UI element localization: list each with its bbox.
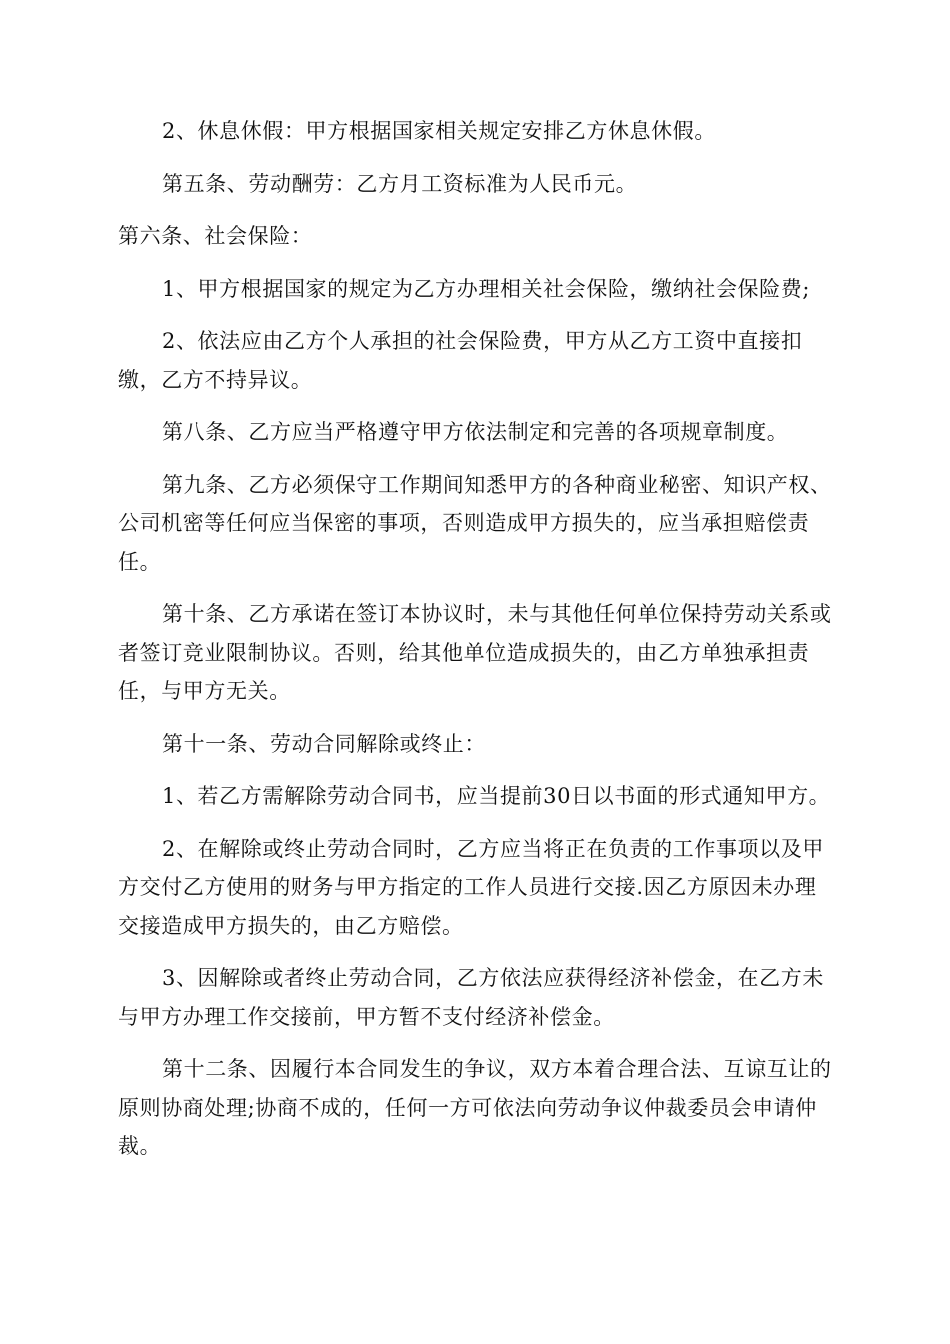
paragraph-article-5: 第五条、劳动酬劳：乙方月工资标准为人民币元。: [162, 171, 638, 196]
paragraph-article-9: 第九条、乙方必须保守工作期间知悉甲方的各种商业秘密、知识产权、公司机密等任何应当保密的事项，否则造成甲方损失的，应当承担赔偿责任。: [118, 472, 832, 574]
paragraph-article-10: 第十条、乙方承诺在签订本协议时，未与其他任何单位保持劳动关系或者签订竞业限制协议。否则，给其他单位造成损失的，由乙方单独承担责任，与甲方无关。: [118, 602, 832, 703]
paragraph-article-8: 第八条、乙方应当严格遵守甲方依法制定和完善的各项规章制度。: [162, 420, 789, 444]
paragraph-article-12: 第十二条、因履行本合同发生的争议，双方本着合理合法、互谅互让的原则协商处理;协商不成的，任何一方可依法向劳动争议仲裁委员会申请仲裁。: [118, 1057, 832, 1158]
paragraph-article-6-item-2: 2、依法应由乙方个人承担的社会保险费，甲方从乙方工资中直接扣缴，乙方不持异议。: [118, 329, 803, 392]
paragraph-article-11-item-3: 3、因解除或者终止劳动合同，乙方依法应获得经济补偿金，在乙方未与甲方办理工作交接前，甲方暂不支付经济补偿金。: [118, 966, 824, 1029]
paragraph-article-11-item-2: 2、在解除或终止劳动合同时，乙方应当将正在负责的工作事项以及甲方交付乙方使用的财务与甲方指定的工作人员进行交接.因乙方原因未办理交接造成甲方损失的，由乙方赔偿。: [118, 836, 824, 938]
paragraph-article-6-heading: 第六条、社会保险：: [118, 224, 313, 248]
paragraph-article-11-heading: 第十一条、劳动合同解除或终止：: [162, 731, 486, 756]
paragraph-article-6-item-1: 1、甲方根据国家的规定为乙方办理相关社会保险，缴纳社会保险费;: [162, 276, 811, 301]
document-body: [118, 112, 832, 1180]
paragraph-article-11-item-1: 1、若乙方需解除劳动合同书，应当提前30日以书面的形式通知甲方。: [162, 784, 831, 808]
paragraph-rest-leave: 2、休息休假：甲方根据国家相关规定安排乙方休息休假。: [162, 119, 716, 143]
